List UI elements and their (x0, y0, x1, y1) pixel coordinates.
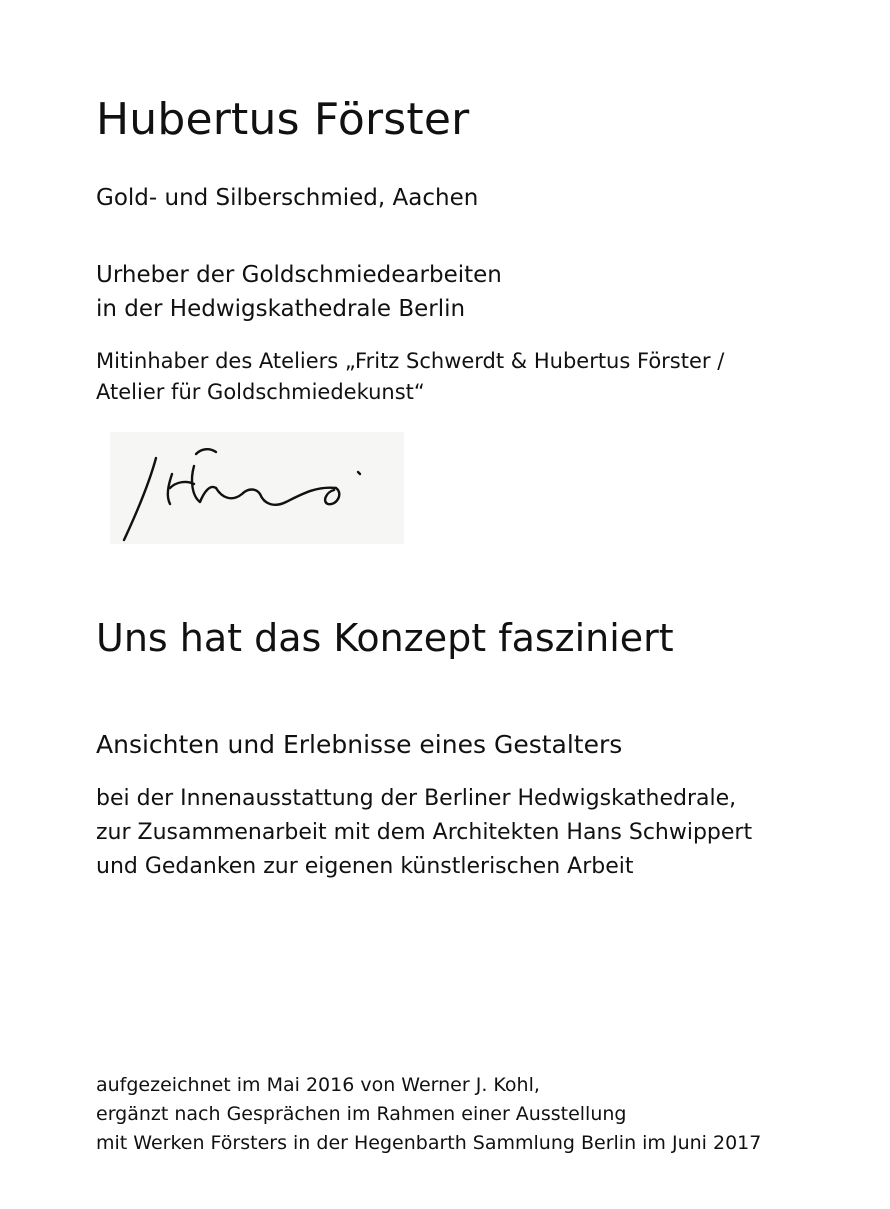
author-of-works (96, 258, 502, 326)
credits (96, 1071, 876, 1158)
author-name: Hubertus Förster (96, 94, 470, 145)
author-of-line: Urheber der Goldschmiedearbeiten (96, 262, 502, 288)
description-line: und Gedanken zur eigenen künstlerischen Arbeit (96, 854, 634, 879)
description-line: bei der Innenausstattung der Berliner Hedwigskathedrale, (96, 786, 737, 811)
credits-line: ergänzt nach Gesprächen im Rahmen einer Ausstellung (96, 1103, 627, 1125)
description (96, 782, 876, 884)
credits-line: aufgezeichnet im Mai 2016 von Werner J. Kohl, (96, 1074, 540, 1096)
coowner-line: Atelier für Goldschmiedekunst“ (96, 380, 425, 404)
author-of-line: in der Hedwigskathedrale Berlin (96, 296, 466, 322)
atelier-coowner (96, 346, 876, 408)
description-line: zur Zusammenarbeit mit dem Architekten Hans Schwippert (96, 820, 753, 845)
headline: Uns hat das Konzept fasziniert (96, 616, 674, 660)
credits-line: mit Werken Försters in der Hegenbarth Sammlung Berlin im Juni 2017 (96, 1132, 762, 1154)
subheadline: Ansichten und Erlebnisse eines Gestalters (96, 730, 623, 759)
signature-icon (110, 432, 404, 544)
coowner-line: Mitinhaber des Ateliers „Fritz Schwerdt & Hubertus Förster / (96, 349, 725, 373)
author-profession: Gold- und Silberschmied, Aachen (96, 185, 479, 211)
